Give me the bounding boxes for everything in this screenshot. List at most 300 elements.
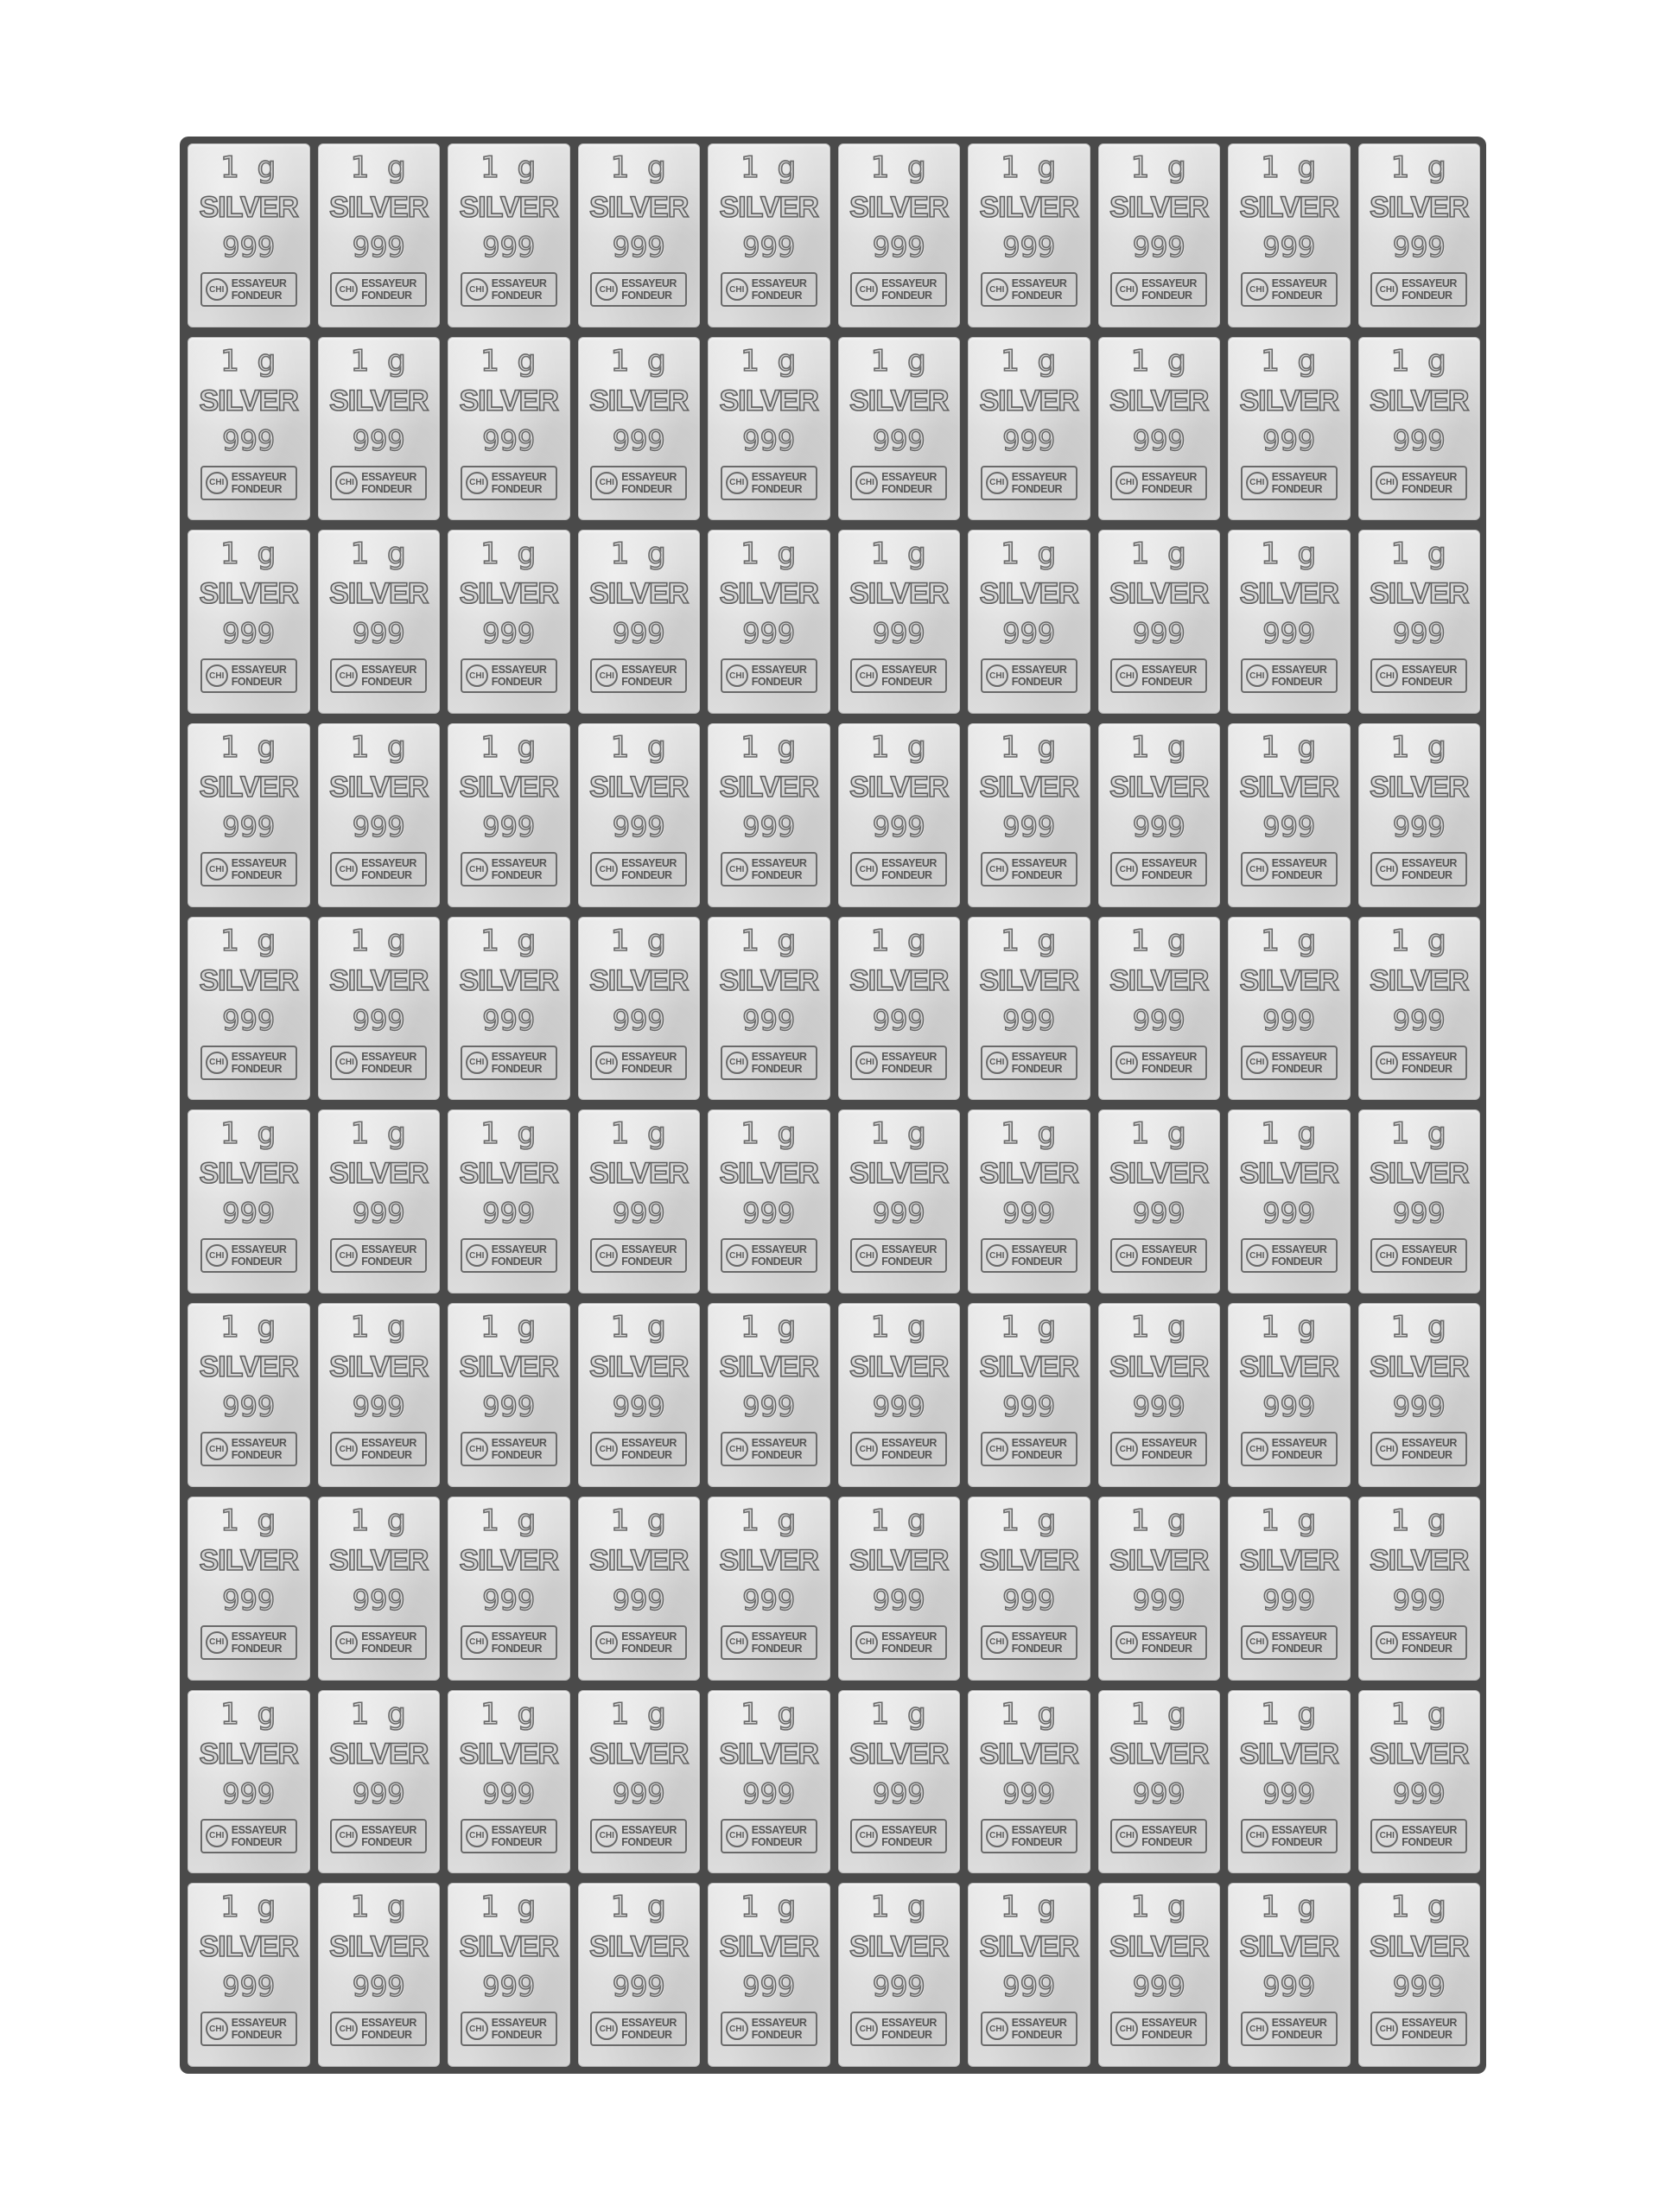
silver-bar [1228,1303,1351,1487]
bar-metal: SILVER [1370,1737,1469,1770]
hallmark-text [492,857,547,881]
hallmark-line-2: FONDEUR [1141,676,1192,689]
silver-bar [1098,337,1221,521]
bar-metal: SILVER [849,191,949,224]
hallmark-stamp [850,1432,947,1466]
bar-purity: 999 [872,1583,925,1617]
bar-metal: SILVER [979,384,1078,417]
hallmark-line-1: ESSAYEUR [1271,277,1327,289]
bar-purity: 999 [1002,1777,1056,1810]
silver-bar [188,143,310,327]
bar-purity: 999 [872,1970,925,2004]
hallmark-line-2: FONDEUR [491,482,543,495]
hallmark-stamp [461,1625,557,1660]
silver-bar [708,337,830,521]
hallmark-logo-icon: CHI [855,278,878,301]
hallmark-stamp [1370,852,1467,887]
hallmark-logo-icon: CHI [1246,664,1268,687]
hallmark-line-2: FONDEUR [491,1255,543,1268]
bar-weight: 1 g [480,1696,537,1732]
hallmark-stamp [1241,1625,1338,1660]
hallmark-stamp [1241,272,1338,307]
bar-purity: 999 [742,1390,796,1424]
silver-bar [968,530,1090,714]
hallmark-text [361,277,416,302]
bar-metal: SILVER [1370,1543,1469,1577]
silver-bar [838,1109,961,1294]
hallmark-line-2: FONDEUR [231,289,283,302]
hallmark-text [232,1437,287,1461]
silver-bar [1358,1303,1481,1487]
hallmark-line-2: FONDEUR [1402,1835,1452,1848]
hallmark-text [361,471,416,495]
silver-bar [838,530,961,714]
hallmark-stamp [721,1432,817,1466]
hallmark-stamp [200,852,297,887]
hallmark-logo-icon: CHI [595,664,618,687]
bar-metal: SILVER [1109,577,1209,611]
hallmark-text [1402,1824,1457,1848]
bar-purity: 999 [612,423,665,457]
bar-metal: SILVER [329,1543,429,1577]
bar-weight: 1 g [610,343,667,378]
hallmark-line-1: ESSAYEUR [1141,857,1197,870]
hallmark-logo-icon: CHI [206,1438,228,1460]
hallmark-line-2: FONDEUR [491,1062,543,1075]
bar-weight: 1 g [1130,730,1187,766]
bar-weight: 1 g [1261,1310,1318,1345]
silver-bar [1098,917,1221,1101]
hallmark-stamp [1110,2012,1207,2046]
bar-weight: 1 g [220,1890,277,1925]
bar-purity: 999 [222,1003,276,1037]
hallmark-text [1012,277,1067,302]
hallmark-line-1: ESSAYEUR [881,1630,937,1643]
hallmark-text [1012,2017,1067,2041]
hallmark-logo-icon: CHI [1246,472,1268,494]
bar-weight: 1 g [480,1890,537,1925]
bar-metal: SILVER [849,1157,949,1191]
hallmark-stamp [330,466,427,500]
silver-bar [968,337,1090,521]
hallmark-text [1272,1243,1327,1268]
bar-weight: 1 g [220,343,277,378]
hallmark-line-1: ESSAYEUR [1402,1050,1457,1063]
silver-bar [318,917,441,1101]
silver-bar [318,143,441,327]
hallmark-line-2: FONDEUR [1271,1449,1323,1462]
hallmark-text [752,857,807,881]
bar-purity: 999 [1392,1390,1446,1424]
hallmark-line-2: FONDEUR [491,1449,543,1462]
hallmark-line-1: ESSAYEUR [231,664,287,677]
bar-weight: 1 g [1001,343,1058,378]
silver-bar [448,917,570,1101]
hallmark-line-1: ESSAYEUR [1011,1437,1067,1450]
bar-purity: 999 [1002,1970,1056,2004]
hallmark-stamp [330,272,427,307]
hallmark-logo-icon: CHI [1376,664,1398,687]
hallmark-text [881,1630,937,1655]
bar-weight: 1 g [1130,1503,1187,1538]
hallmark-line-2: FONDEUR [1011,1062,1063,1075]
hallmark-line-1: ESSAYEUR [361,664,416,677]
bar-metal: SILVER [849,1543,949,1577]
bar-purity: 999 [1262,1777,1316,1810]
hallmark-line-1: ESSAYEUR [1011,1050,1067,1063]
hallmark-line-2: FONDEUR [231,2029,283,2042]
hallmark-line-1: ESSAYEUR [491,1437,547,1450]
hallmark-line-1: ESSAYEUR [491,470,547,483]
bar-purity: 999 [482,810,536,844]
hallmark-logo-icon: CHI [335,1244,358,1267]
hallmark-logo-icon: CHI [1376,858,1398,880]
hallmark-logo-icon: CHI [1246,278,1268,301]
bar-metal: SILVER [1370,1157,1469,1191]
hallmark-line-1: ESSAYEUR [881,1437,937,1450]
hallmark-text [1141,2017,1197,2041]
hallmark-line-2: FONDEUR [1011,1642,1063,1655]
bar-purity: 999 [352,1197,405,1230]
bar-weight: 1 g [1390,150,1447,185]
hallmark-text [492,1243,547,1268]
hallmark-stamp [981,2012,1077,2046]
hallmark-stamp [981,1432,1077,1466]
bar-purity: 999 [482,231,536,264]
bar-purity: 999 [352,1390,405,1424]
hallmark-logo-icon: CHI [855,1438,878,1460]
silver-bar [578,337,701,521]
hallmark-line-2: FONDEUR [621,1062,672,1075]
hallmark-line-2: FONDEUR [491,869,543,882]
hallmark-logo-icon: CHI [855,1631,878,1654]
bar-weight: 1 g [870,1116,927,1152]
bar-weight: 1 g [610,1310,667,1345]
bar-weight: 1 g [220,1503,277,1538]
hallmark-line-2: FONDEUR [751,1449,803,1462]
hallmark-line-2: FONDEUR [491,1642,543,1655]
hallmark-line-1: ESSAYEUR [621,2017,677,2030]
bar-metal: SILVER [1370,1351,1469,1384]
bar-metal: SILVER [979,1930,1078,1964]
silver-bar [708,917,830,1101]
hallmark-line-2: FONDEUR [1271,1835,1323,1848]
bar-purity: 999 [872,1003,925,1037]
hallmark-logo-icon: CHI [466,1631,488,1654]
bar-purity: 999 [1262,1583,1316,1617]
hallmark-line-2: FONDEUR [1402,1062,1452,1075]
hallmark-logo-icon: CHI [335,1438,358,1460]
hallmark-logo-icon: CHI [1246,2018,1268,2040]
bar-metal: SILVER [979,1543,1078,1577]
hallmark-stamp [200,272,297,307]
bar-metal: SILVER [329,1930,429,1964]
hallmark-line-2: FONDEUR [361,1449,412,1462]
bar-purity: 999 [1002,1390,1056,1424]
bar-metal: SILVER [979,771,1078,804]
hallmark-line-1: ESSAYEUR [881,1050,937,1063]
bar-purity: 999 [352,1777,405,1810]
bar-metal: SILVER [719,1930,818,1964]
hallmark-text [492,1824,547,1848]
silver-bar [318,1497,441,1681]
hallmark-line-1: ESSAYEUR [621,1823,677,1836]
hallmark-line-2: FONDEUR [361,482,412,495]
hallmark-line-2: FONDEUR [361,1642,412,1655]
hallmark-line-1: ESSAYEUR [1141,470,1197,483]
hallmark-logo-icon: CHI [335,278,358,301]
bar-purity: 999 [482,1777,536,1810]
silver-bar [318,723,441,907]
bar-purity: 999 [872,1390,925,1424]
hallmark-logo-icon: CHI [1116,1631,1138,1654]
silver-bar [1358,1690,1481,1874]
bar-weight: 1 g [350,730,407,766]
hallmark-text [1012,1051,1067,1075]
bar-metal: SILVER [1109,963,1209,997]
hallmark-text [1141,471,1197,495]
hallmark-logo-icon: CHI [466,1052,488,1074]
bar-weight: 1 g [741,150,798,185]
bar-weight: 1 g [1261,537,1318,572]
silver-bar [1228,1883,1351,2067]
hallmark-text [492,664,547,688]
hallmark-stamp [721,2012,817,2046]
hallmark-text [1402,277,1457,302]
hallmark-logo-icon: CHI [986,1631,1008,1654]
silver-bar [1228,1690,1351,1874]
hallmark-text [1402,471,1457,495]
bar-metal: SILVER [329,1157,429,1191]
hallmark-line-1: ESSAYEUR [1271,1243,1327,1256]
hallmark-stamp [1370,1819,1467,1853]
hallmark-logo-icon: CHI [855,858,878,880]
hallmark-text [1402,1051,1457,1075]
hallmark-logo-icon: CHI [855,472,878,494]
silver-bar [1358,1109,1481,1294]
silver-bar [968,723,1090,907]
hallmark-line-2: FONDEUR [1271,1255,1323,1268]
bar-metal: SILVER [1109,1930,1209,1964]
bar-purity: 999 [222,1583,276,1617]
hallmark-text [1012,1630,1067,1655]
bar-metal: SILVER [459,384,558,417]
hallmark-line-2: FONDEUR [881,1062,932,1075]
bar-weight: 1 g [1001,923,1058,958]
silver-bar [1098,1883,1221,2067]
hallmark-stamp [590,1238,687,1273]
hallmark-line-2: FONDEUR [621,1255,672,1268]
bar-metal: SILVER [459,963,558,997]
hallmark-stamp [330,1238,427,1273]
hallmark-line-2: FONDEUR [231,676,283,689]
hallmark-line-2: FONDEUR [1141,869,1192,882]
bar-purity: 999 [1262,1390,1316,1424]
hallmark-line-2: FONDEUR [751,289,803,302]
bar-weight: 1 g [1130,150,1187,185]
hallmark-logo-icon: CHI [206,858,228,880]
hallmark-line-1: ESSAYEUR [231,857,287,870]
bar-weight: 1 g [741,923,798,958]
hallmark-stamp [981,466,1077,500]
bar-metal: SILVER [329,771,429,804]
bar-purity: 999 [1392,1003,1446,1037]
bar-metal: SILVER [1370,771,1469,804]
hallmark-line-1: ESSAYEUR [491,1823,547,1836]
bar-purity: 999 [1002,1003,1056,1037]
hallmark-line-2: FONDEUR [1271,1062,1323,1075]
silver-bar [188,723,310,907]
hallmark-line-2: FONDEUR [881,1255,932,1268]
hallmark-logo-icon: CHI [1246,1825,1268,1847]
bar-metal: SILVER [589,1930,689,1964]
silver-bar [1228,143,1351,327]
hallmark-text [1272,857,1327,881]
bar-weight: 1 g [1001,1696,1058,1732]
bar-weight: 1 g [1390,343,1447,378]
hallmark-line-2: FONDEUR [1402,1642,1452,1655]
bar-weight: 1 g [870,343,927,378]
hallmark-logo-icon: CHI [335,472,358,494]
hallmark-text [881,471,937,495]
bar-weight: 1 g [480,1116,537,1152]
silver-bar [838,917,961,1101]
silver-bar [708,1883,830,2067]
bar-weight: 1 g [870,150,927,185]
bar-weight: 1 g [350,1890,407,1925]
bar-weight: 1 g [350,537,407,572]
bar-metal: SILVER [459,1351,558,1384]
hallmark-line-1: ESSAYEUR [1141,1050,1197,1063]
hallmark-line-2: FONDEUR [1271,482,1323,495]
hallmark-line-2: FONDEUR [881,676,932,689]
bar-purity: 999 [352,1583,405,1617]
hallmark-text [881,1051,937,1075]
hallmark-stamp [330,1819,427,1853]
hallmark-text [621,277,677,302]
hallmark-text [752,1437,807,1461]
hallmark-line-1: ESSAYEUR [1271,1437,1327,1450]
hallmark-stamp [590,466,687,500]
bar-purity: 999 [612,617,665,651]
hallmark-line-1: ESSAYEUR [1011,1243,1067,1256]
hallmark-text [361,1243,416,1268]
hallmark-text [621,857,677,881]
hallmark-text [752,2017,807,2041]
bar-metal: SILVER [1370,384,1469,417]
hallmark-logo-icon: CHI [335,2018,358,2040]
bar-weight: 1 g [350,343,407,378]
hallmark-line-1: ESSAYEUR [881,277,937,289]
hallmark-text [1272,1630,1327,1655]
hallmark-line-2: FONDEUR [1271,1642,1323,1655]
bar-metal: SILVER [589,384,689,417]
bar-metal: SILVER [329,1351,429,1384]
hallmark-logo-icon: CHI [1116,858,1138,880]
hallmark-line-1: ESSAYEUR [1402,1823,1457,1836]
hallmark-line-1: ESSAYEUR [231,1437,287,1450]
hallmark-line-2: FONDEUR [881,1642,932,1655]
hallmark-text [1402,1243,1457,1268]
hallmark-text [881,664,937,688]
hallmark-logo-icon: CHI [986,1825,1008,1847]
hallmark-stamp [1110,272,1207,307]
hallmark-logo-icon: CHI [726,1631,748,1654]
silver-bar [968,1497,1090,1681]
hallmark-stamp [981,852,1077,887]
bar-metal: SILVER [979,1351,1078,1384]
bar-purity: 999 [742,810,796,844]
hallmark-line-2: FONDEUR [231,482,283,495]
hallmark-logo-icon: CHI [1116,2018,1138,2040]
bar-purity: 999 [872,617,925,651]
silver-bar [1228,337,1351,521]
silver-bar [188,917,310,1101]
bar-purity: 999 [352,1970,405,2004]
bar-weight: 1 g [1390,1310,1447,1345]
bar-purity: 999 [1392,1777,1446,1810]
bar-purity: 999 [482,1197,536,1230]
hallmark-line-1: ESSAYEUR [1402,277,1457,289]
hallmark-stamp [850,2012,947,2046]
bar-purity: 999 [222,1390,276,1424]
hallmark-stamp [981,1238,1077,1273]
bar-metal: SILVER [1109,1157,1209,1191]
bar-weight: 1 g [1261,1890,1318,1925]
hallmark-stamp [981,658,1077,693]
hallmark-line-2: FONDEUR [1141,1835,1192,1848]
bar-weight: 1 g [741,343,798,378]
hallmark-logo-icon: CHI [335,664,358,687]
hallmark-text [881,2017,937,2041]
hallmark-text [1012,664,1067,688]
hallmark-logo-icon: CHI [1116,1052,1138,1074]
hallmark-stamp [200,658,297,693]
hallmark-text [621,1630,677,1655]
bar-metal: SILVER [979,191,1078,224]
hallmark-logo-icon: CHI [726,858,748,880]
hallmark-stamp [330,1625,427,1660]
bar-metal: SILVER [589,1543,689,1577]
hallmark-logo-icon: CHI [206,1244,228,1267]
hallmark-stamp [590,1046,687,1080]
hallmark-text [1141,664,1197,688]
hallmark-line-1: ESSAYEUR [751,1823,807,1836]
hallmark-stamp [981,1625,1077,1660]
hallmark-text [361,1051,416,1075]
silver-bar [578,1690,701,1874]
bar-weight: 1 g [741,537,798,572]
bar-metal: SILVER [719,1351,818,1384]
silver-bar [448,530,570,714]
bar-metal: SILVER [849,771,949,804]
bar-purity: 999 [1262,810,1316,844]
hallmark-text [492,471,547,495]
hallmark-text [361,1437,416,1461]
bar-purity: 999 [482,617,536,651]
bar-metal: SILVER [329,577,429,611]
hallmark-line-2: FONDEUR [621,869,672,882]
hallmark-logo-icon: CHI [466,472,488,494]
silver-bar [1098,1303,1221,1487]
bar-purity: 999 [1132,1583,1185,1617]
bar-metal: SILVER [719,577,818,611]
bar-weight: 1 g [1130,537,1187,572]
hallmark-stamp [1370,658,1467,693]
bar-weight: 1 g [1261,343,1318,378]
silver-bar [1358,530,1481,714]
silver-bar [708,1690,830,1874]
